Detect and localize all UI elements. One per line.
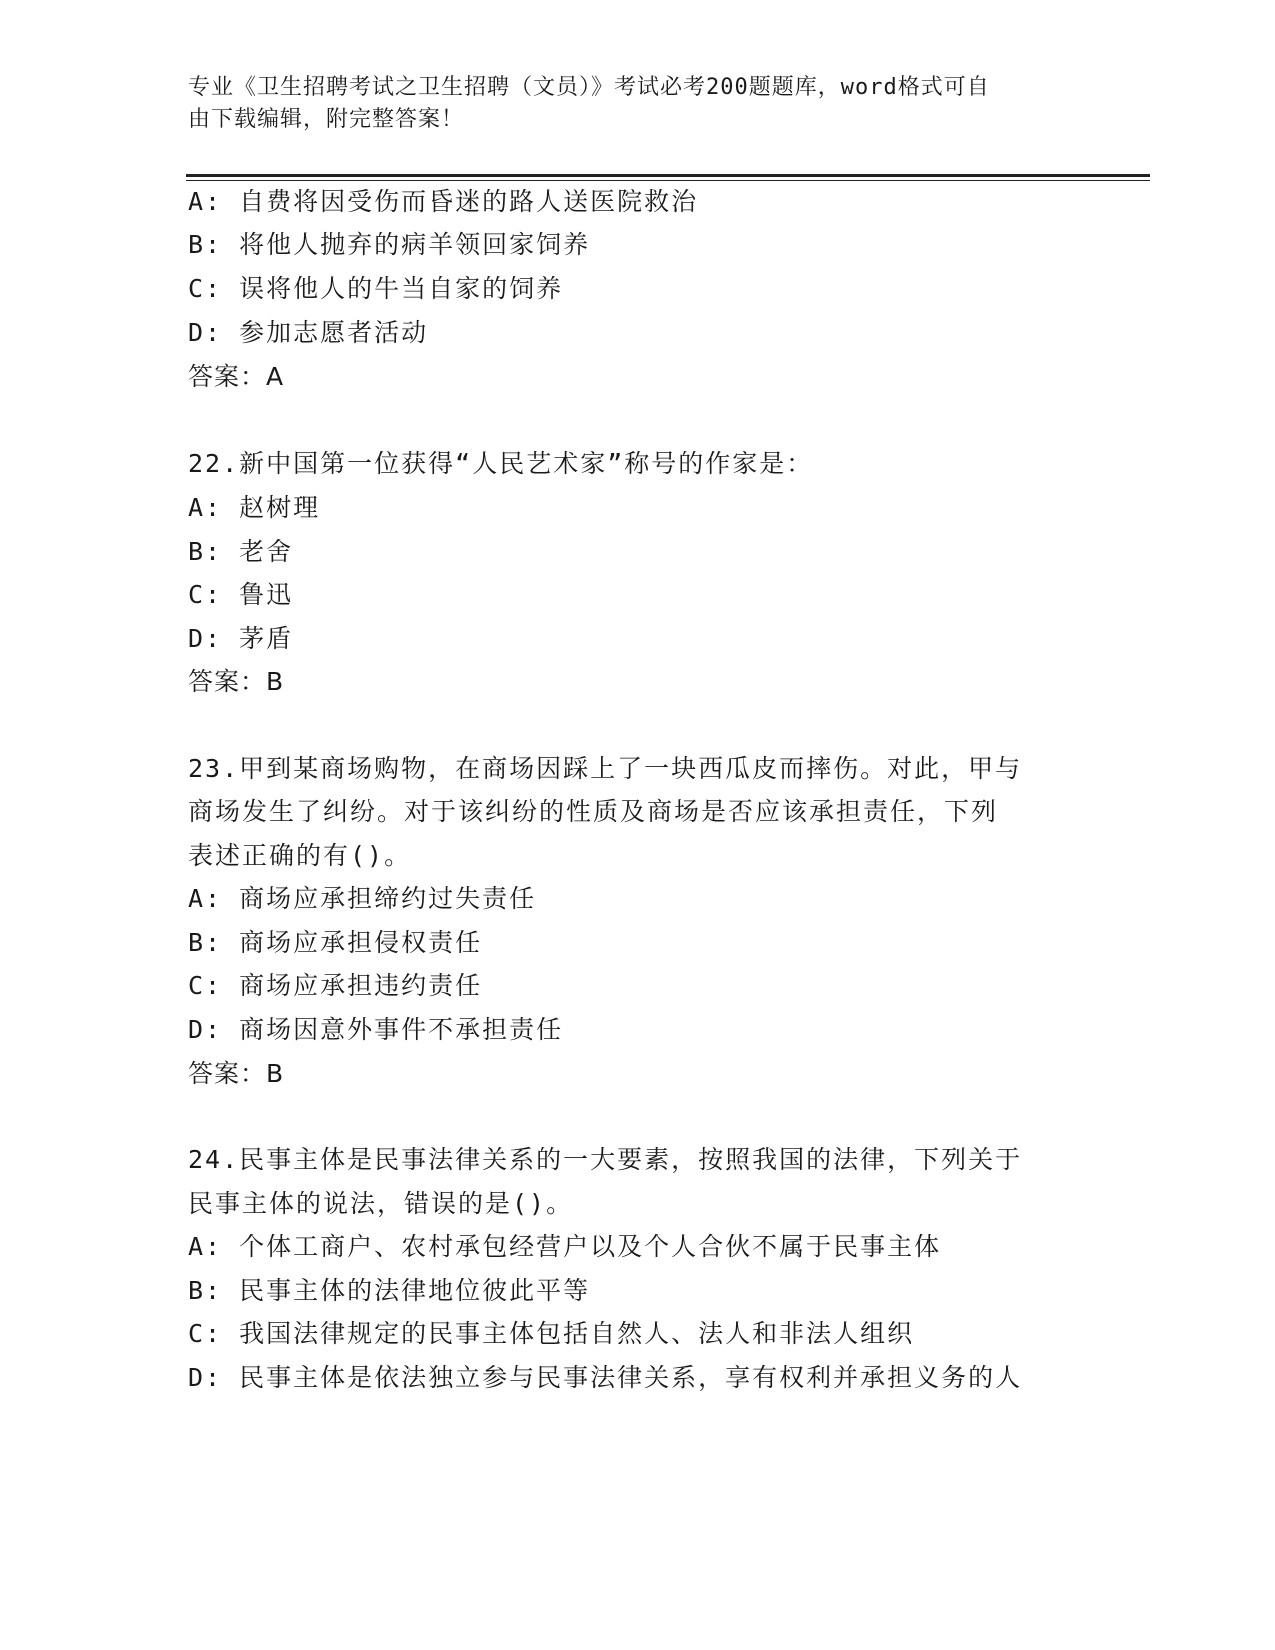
q23-answer: 答案：B (188, 1059, 285, 1088)
header-divider-thick (186, 174, 1150, 177)
q24-stem-line-1: 24.民事主体是民事法律关系的一大要素，按照我国的法律，下列关于 (188, 1145, 1023, 1174)
q22-answer: 答案：B (188, 667, 285, 696)
q21-option-c: C: 误将他人的牛当自家的饲养 (188, 274, 564, 303)
q21-option-d: D: 参加志愿者活动 (188, 318, 429, 347)
q21-answer: 答案：A (188, 362, 285, 391)
q23-option-d: D: 商场因意外事件不承担责任 (188, 1015, 564, 1044)
header-title-line-2: 由下载编辑，附完整答案！ (188, 107, 465, 132)
header-divider-thin (186, 180, 1150, 181)
q21-option-b: B: 将他人抛弃的病羊领回家饲养 (188, 230, 591, 259)
q22-option-d: D: 茅盾 (188, 624, 294, 653)
q24-stem-line-2: 民事主体的说法，错误的是()。 (188, 1189, 574, 1218)
q23-option-a: A: 商场应承担缔约过失责任 (188, 884, 537, 913)
q23-option-c: C: 商场应承担违约责任 (188, 971, 483, 1000)
q24-option-a: A: 个体工商户、农村承包经营户以及个人合伙不属于民事主体 (188, 1232, 942, 1261)
q21-option-a: A: 自费将因受伤而昏迷的路人送医院救治 (188, 187, 699, 216)
q24-option-c: C: 我国法律规定的民事主体包括自然人、法人和非法人组织 (188, 1319, 915, 1348)
q22-option-a: A: 赵树理 (188, 493, 321, 522)
q22-option-c: C: 鲁迅 (188, 580, 294, 609)
q24-option-b: B: 民事主体的法律地位彼此平等 (188, 1276, 591, 1305)
q23-stem-line-1: 23.甲到某商场购物，在商场因踩上了一块西瓜皮而摔伤。对此，甲与 (188, 754, 1023, 783)
document-header (188, 72, 1068, 136)
q23-stem-line-2: 商场发生了纠纷。对于该纠纷的性质及商场是否应该承担责任，下列 (188, 797, 999, 826)
q24-option-d: D: 民事主体是依法独立参与民事法律关系，享有权利并承担义务的人 (188, 1363, 1023, 1392)
q22-stem: 22.新中国第一位获得“人民艺术家”称号的作家是： (188, 449, 814, 478)
q23-stem-line-3: 表述正确的有()。 (188, 841, 412, 870)
q22-option-b: B: 老舍 (188, 537, 294, 566)
q23-option-b: B: 商场应承担侵权责任 (188, 928, 483, 957)
header-title-line-1: 专业《卫生招聘考试之卫生招聘（文员）》考试必考200题题库，word格式可自 (188, 75, 990, 100)
